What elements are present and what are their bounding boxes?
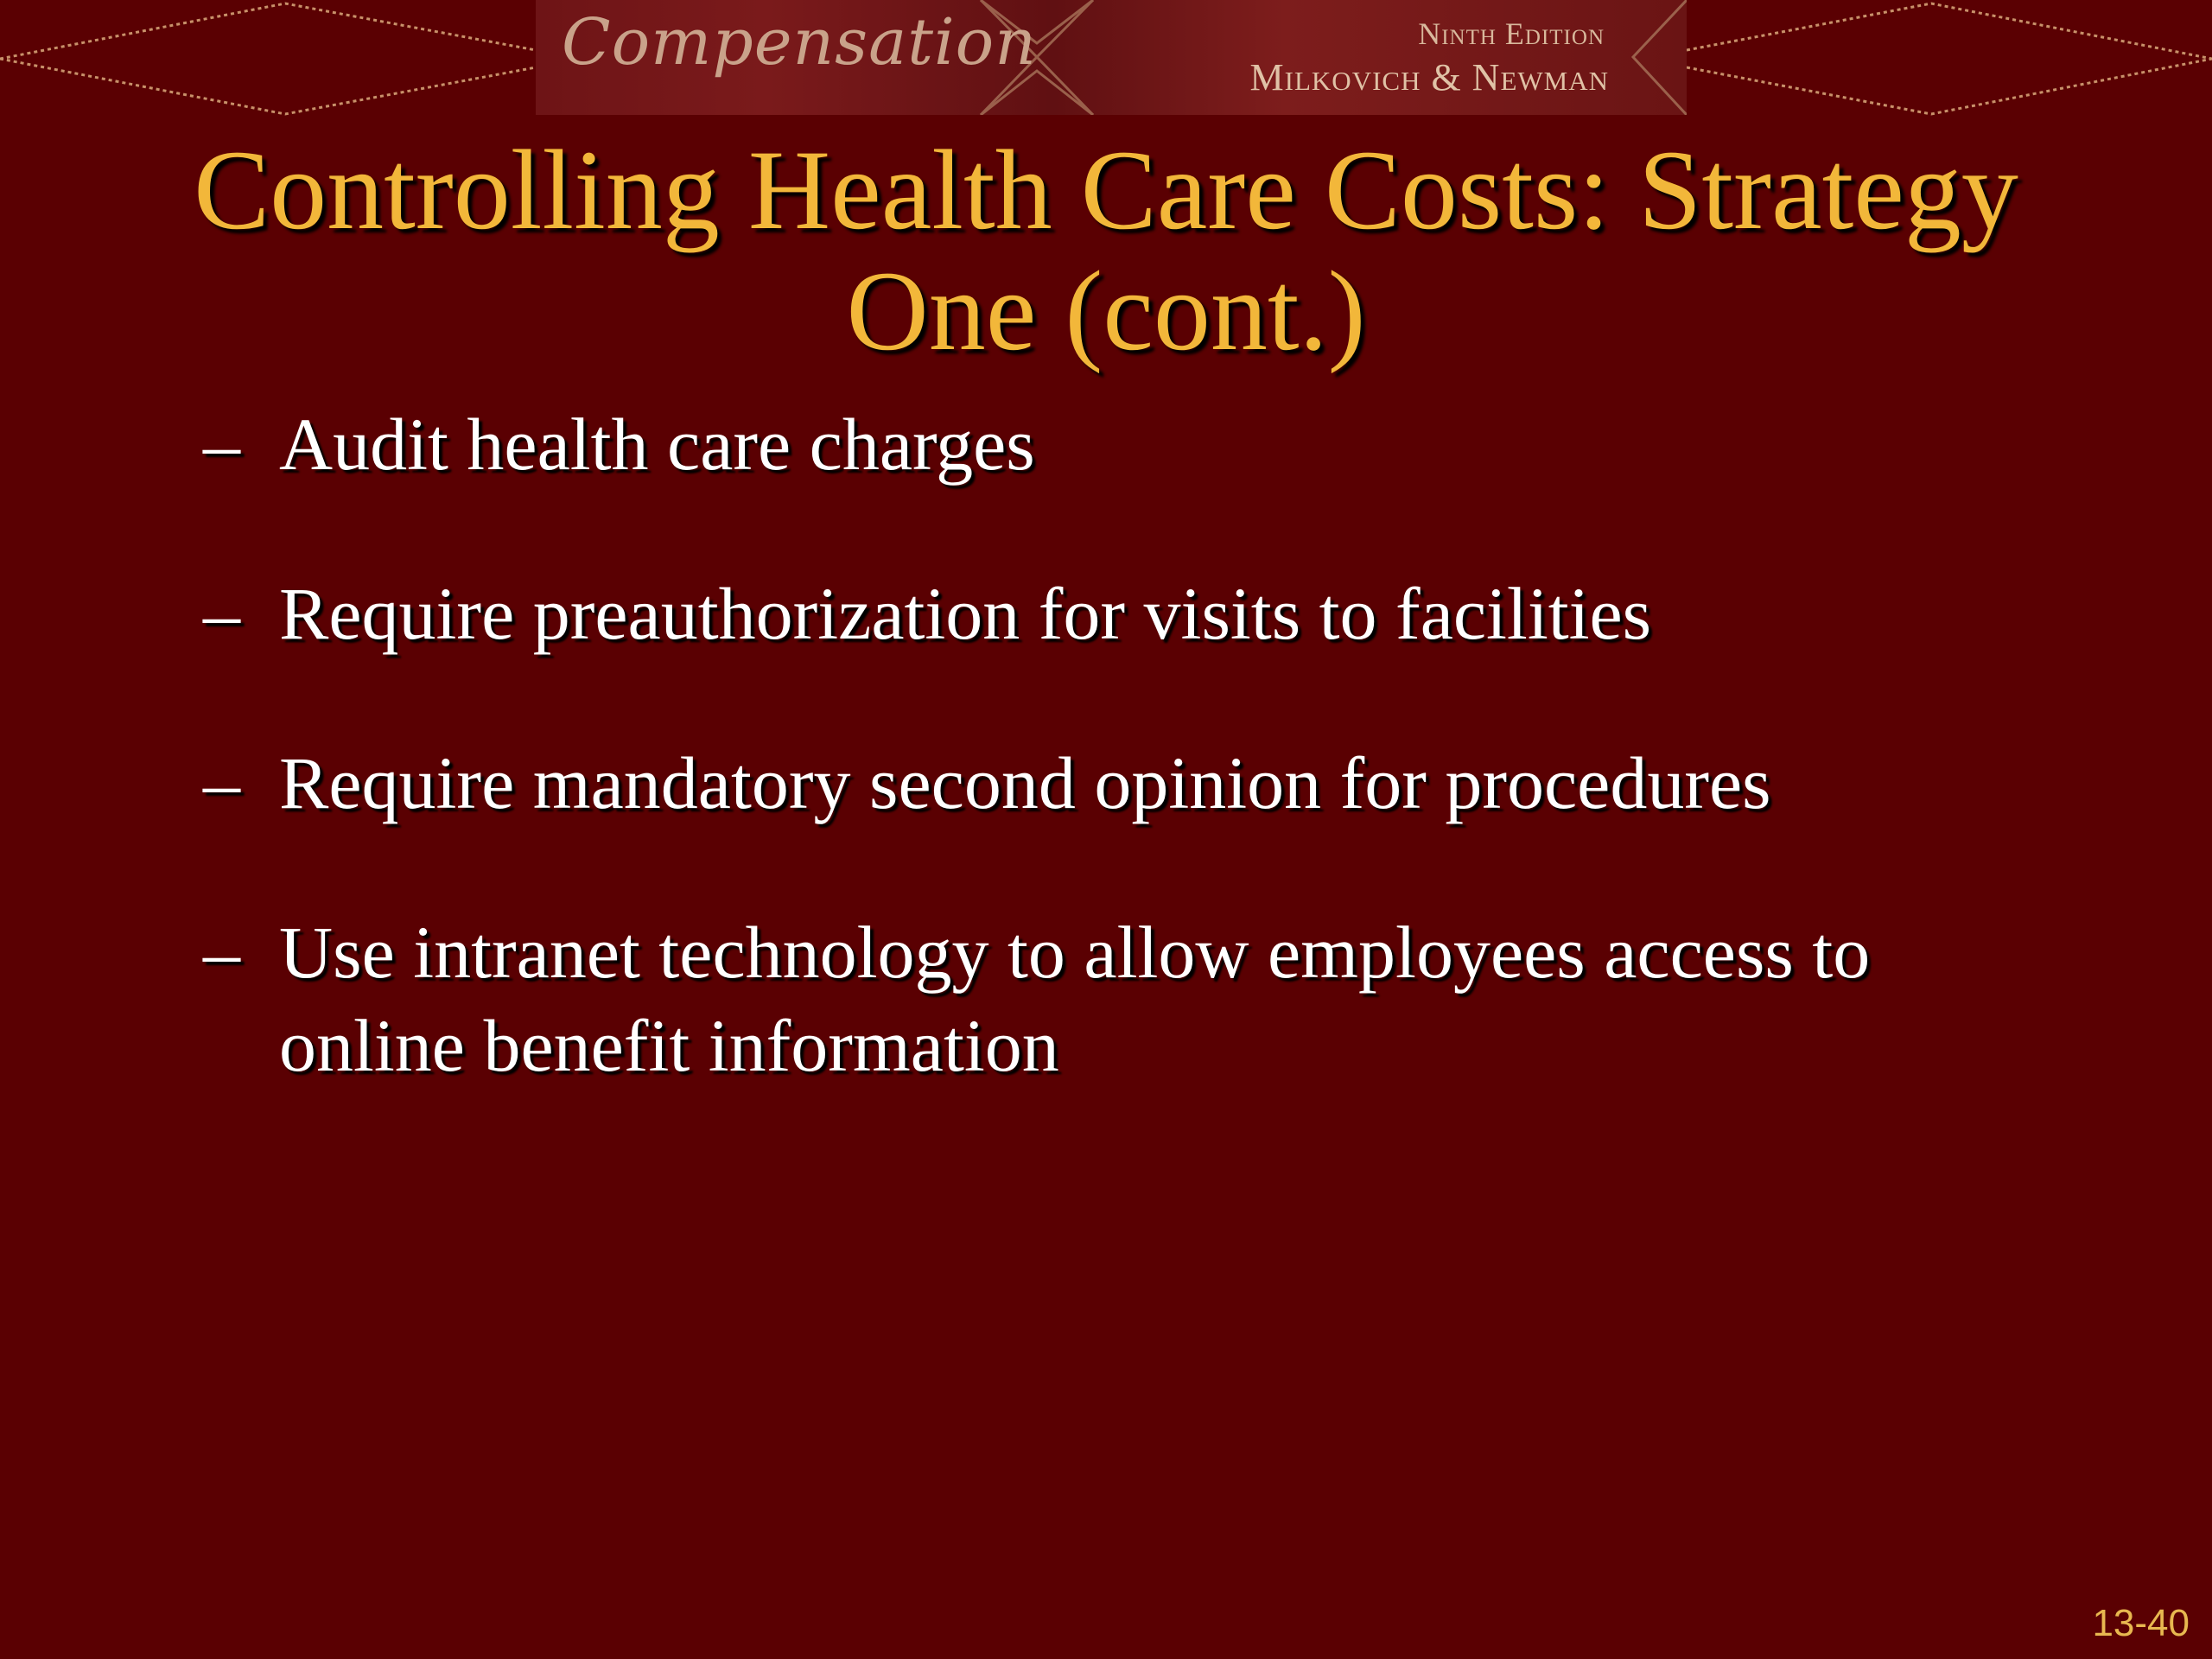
bullet-dash: – [203,572,240,655]
slide-title-line-2: One (cont.) [846,247,1366,374]
bullet-item [203,397,2061,491]
bullet-text: Audit health care charges [279,403,1035,486]
authors-label: Milkovich & Newman [1249,56,1609,99]
book-title: Compensation [562,5,1037,79]
bullet-item [203,736,2061,830]
bullet-text: Require mandatory second opinion for procedures [279,741,1771,824]
bullet-text: Require preauthorization for visits to facilities [279,572,1652,655]
bullet-item [203,906,2061,1092]
bullet-text: Use intranet technology to allow employees access to online benefit information [279,911,1871,1087]
slide-title [0,126,2212,374]
bullet-dash: – [203,741,240,824]
slide-title-line-1: Controlling Health Care Costs: Strategy [194,126,2018,253]
page-number: 13-40 [2092,1602,2190,1644]
bullet-dash: – [203,403,240,486]
bullet-dash: – [203,911,240,994]
bullet-list [203,397,2061,1168]
bullet-item [203,567,2061,660]
book-banner [536,0,1687,115]
edition-label: Ninth Edition [1418,16,1605,51]
